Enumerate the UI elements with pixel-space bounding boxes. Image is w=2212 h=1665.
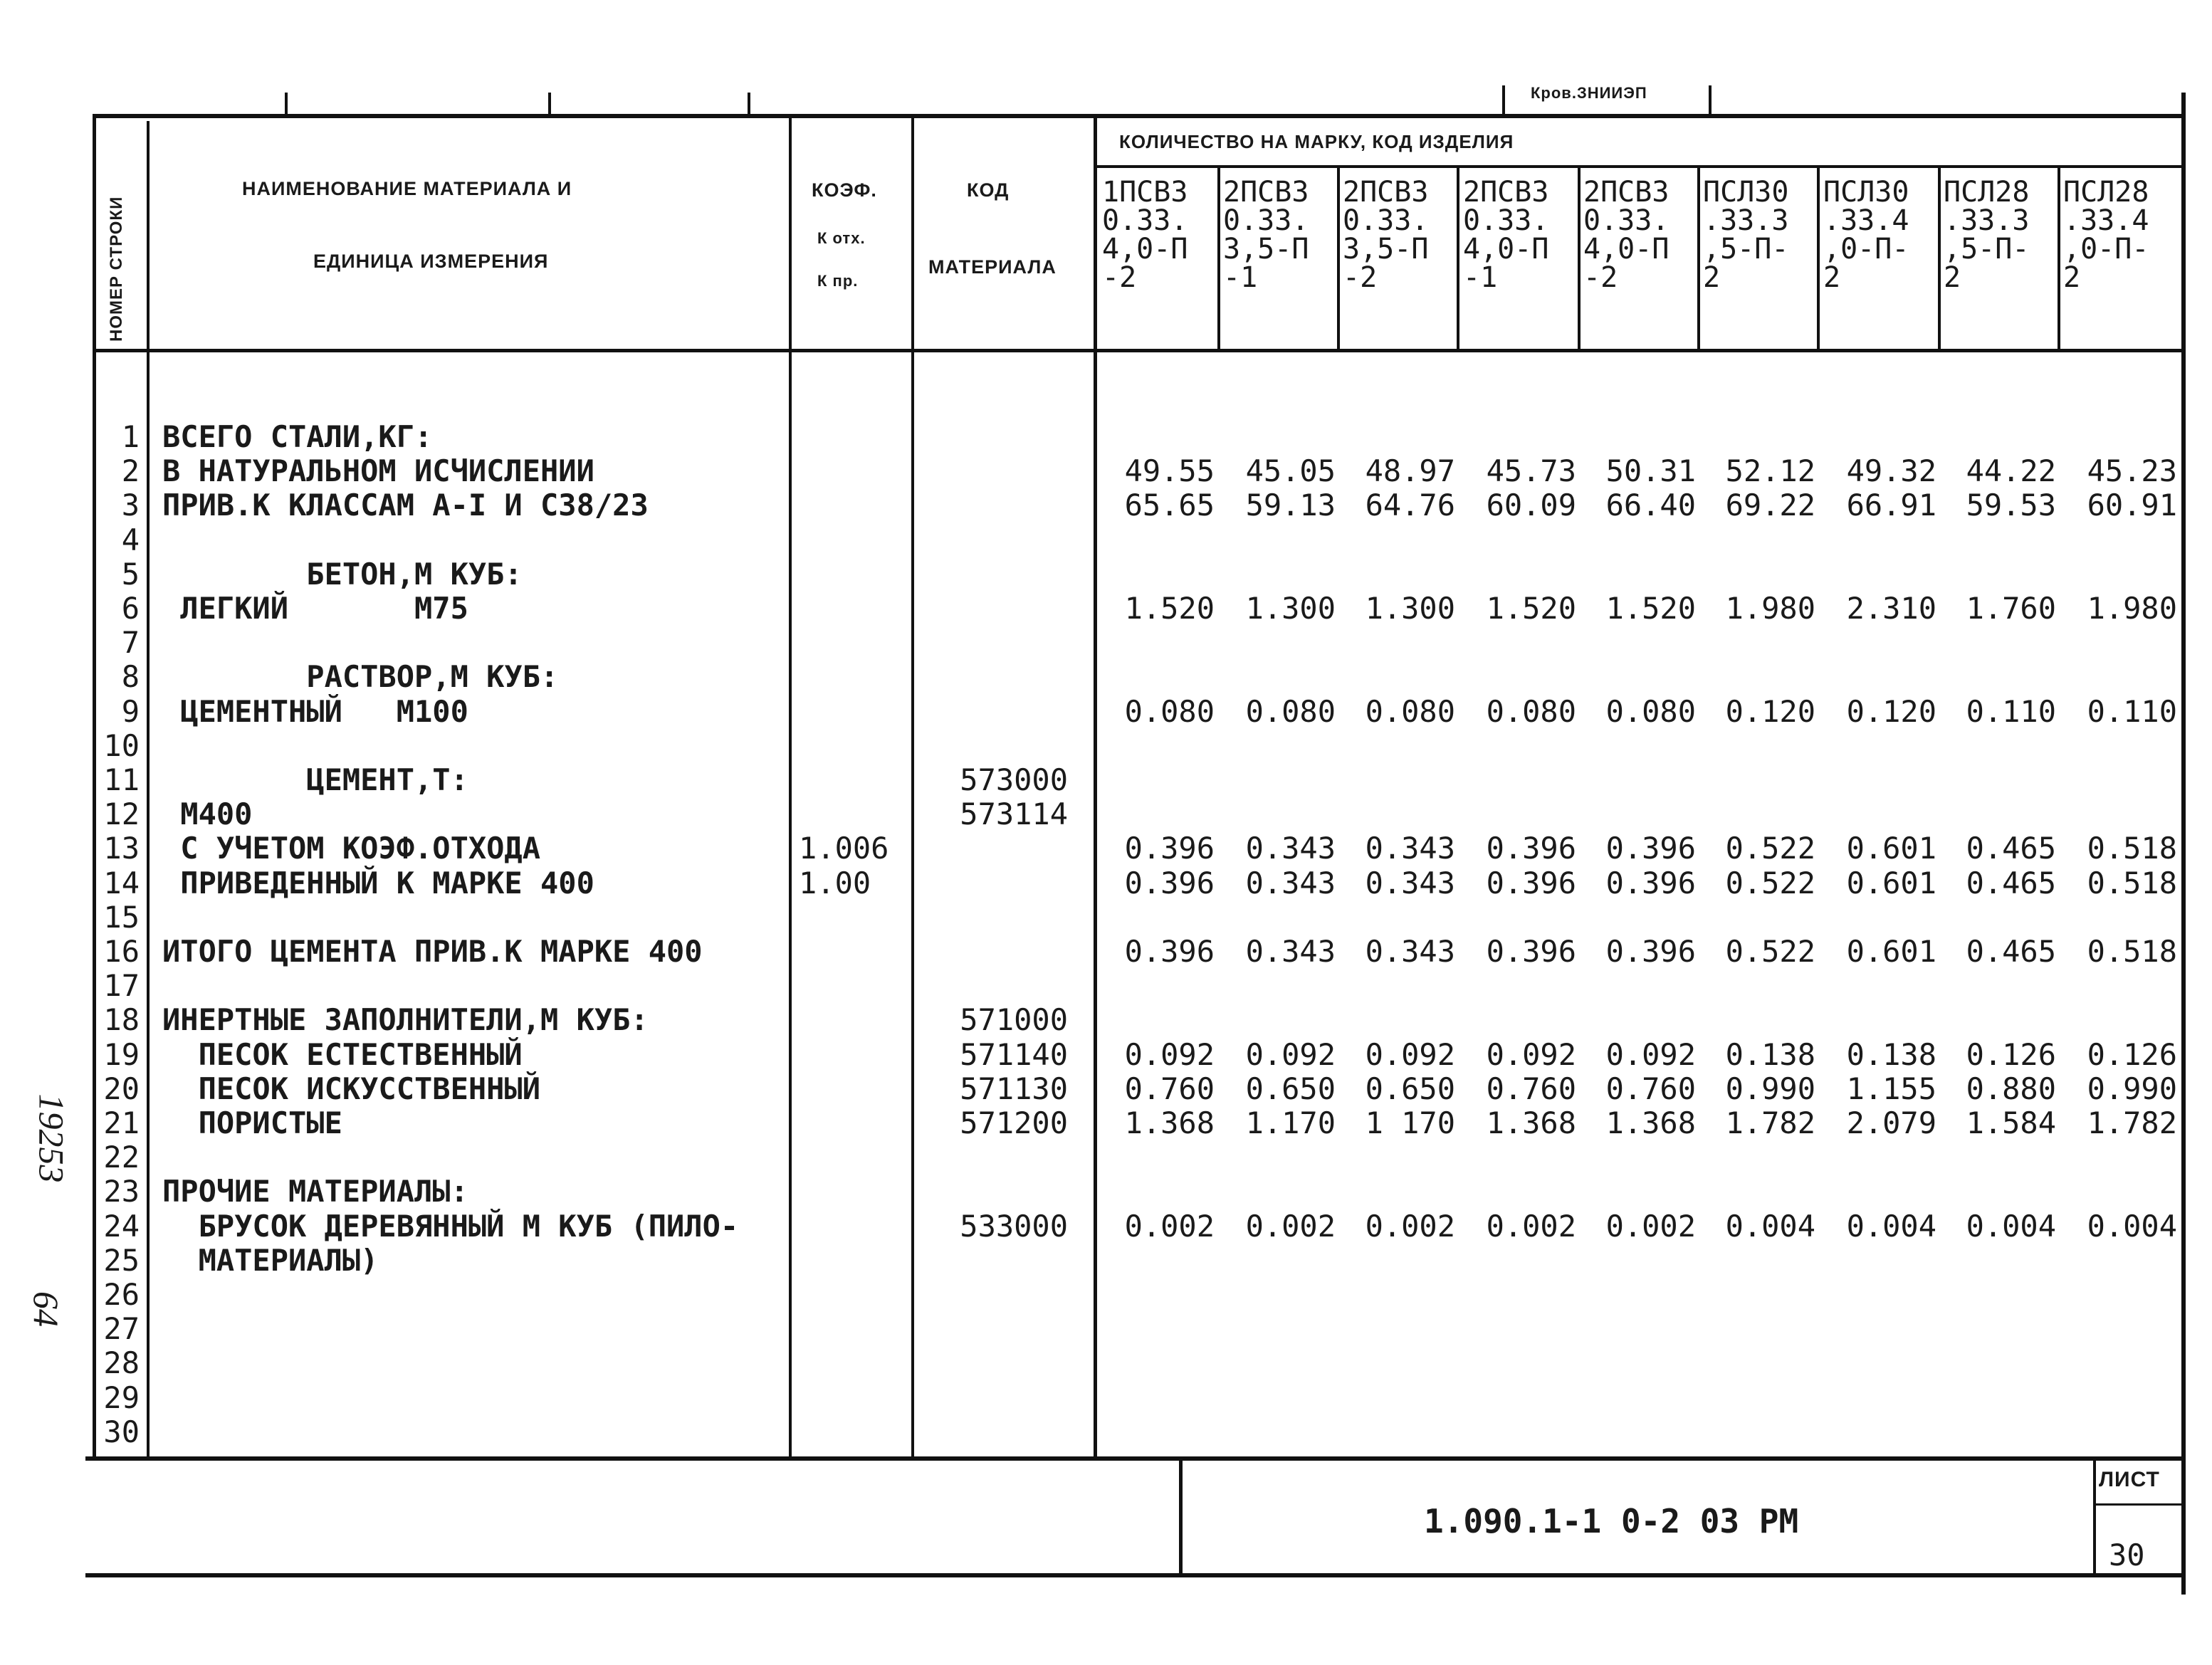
quantity-value: 0.396 (1605, 934, 1696, 969)
document-code: 1.090.1-1 0-2 03 РМ (1424, 1502, 1799, 1540)
row-number: 13 (103, 831, 140, 866)
quantity-value: 66.91 (1846, 488, 1936, 522)
material-code (918, 557, 1068, 592)
row-number: 28 (103, 1345, 140, 1380)
quantity-value: 60.91 (2087, 488, 2177, 522)
row-number-header: НОМЕР СТРОКИ (107, 196, 126, 342)
quantity-value: 1.782 (1725, 1105, 1815, 1140)
quantity-value: 0.518 (2087, 831, 2177, 866)
row-number: 6 (121, 591, 140, 626)
material-code (918, 900, 1068, 935)
sheet-label: ЛИСТ (2099, 1468, 2160, 1491)
quantity-value: 49.32 (1846, 453, 1936, 488)
quantity-value: 0.092 (1486, 1037, 1576, 1072)
quantity-value: 0.396 (1605, 831, 1696, 866)
quantity-value: 45.73 (1486, 453, 1576, 488)
mark-5: 2ПСВЗ 0.33. 4,0-П -2 (1583, 176, 1670, 294)
quantity-value: 0.465 (1966, 831, 2056, 866)
quantity-value: 0.110 (2087, 694, 2177, 729)
quantity-value: 0.601 (1846, 934, 1936, 969)
material-code: 571130 (960, 1071, 1068, 1106)
quantity-value: 0.080 (1486, 694, 1576, 729)
quantity-value: 1.170 (1245, 1105, 1336, 1140)
material-code: 571140 (960, 1037, 1068, 1072)
quantity-value: 0.601 (1846, 831, 1936, 866)
quantity-value: 0.396 (1124, 866, 1215, 900)
quantity-value: 1.760 (1966, 591, 2056, 626)
quantity-value: 0.522 (1725, 934, 1815, 969)
material-code (918, 695, 1068, 729)
material-name: ПРОЧИЕ МАТЕРИАЛЫ: (162, 1174, 468, 1209)
coefficient: 1.006 (799, 831, 889, 866)
quantity-value: 45.23 (2087, 453, 2177, 488)
material-code: 573000 (960, 762, 1068, 797)
quantity-value: 65.65 (1124, 488, 1215, 522)
top-stamp: Кров.ЗНИИЭП (1531, 84, 1647, 102)
row-number: 7 (121, 625, 140, 660)
quantity-value: 1.980 (1725, 591, 1815, 626)
quantity-header: КОЛИЧЕСТВО НА МАРКУ, КОД ИЗДЕЛИЯ (1119, 131, 1514, 152)
material-code (918, 1381, 1068, 1415)
material-code (918, 1175, 1068, 1209)
material-name: МАТЕРИАЛЫ) (162, 1243, 379, 1278)
quantity-value: 0.990 (2087, 1071, 2177, 1106)
quantity-value: 49.55 (1124, 453, 1215, 488)
material-code (918, 1312, 1068, 1346)
quantity-value: 0.343 (1245, 866, 1336, 900)
quantity-value: 0.002 (1605, 1209, 1696, 1244)
row-number: 25 (103, 1243, 140, 1278)
mark-6: ПСЛ30 .33.3 ,5-П- 2 (1703, 176, 1789, 294)
quantity-value: 1.782 (2087, 1105, 2177, 1140)
row-number: 19 (103, 1037, 140, 1072)
quantity-value: 0.080 (1605, 694, 1696, 729)
quantity-value: 1.584 (1966, 1105, 2056, 1140)
row-number: 26 (103, 1277, 140, 1312)
quantity-value: 1.520 (1486, 591, 1576, 626)
quantity-value: 0.120 (1846, 694, 1936, 729)
quantity-value: 0.092 (1245, 1037, 1336, 1072)
quantity-value: 0.004 (1846, 1209, 1936, 1244)
row-number: 21 (103, 1105, 140, 1140)
material-code: 571200 (960, 1105, 1068, 1140)
quantity-value: 0.601 (1846, 866, 1936, 900)
quantity-value: 52.12 (1725, 453, 1815, 488)
material-name: ЦЕМЕНТ,Т: (162, 762, 468, 797)
quantity-value: 50.31 (1605, 453, 1696, 488)
quantity-value: 1.368 (1605, 1105, 1696, 1140)
code-header-line1: КОД (967, 179, 1010, 201)
material-code (918, 626, 1068, 660)
row-number: 9 (121, 694, 140, 729)
mark-1: 1ПСВЗ 0.33. 4,0-П -2 (1102, 176, 1188, 294)
row-number: 16 (103, 934, 140, 969)
material-code: 571000 (960, 1002, 1068, 1037)
mark-4: 2ПСВЗ 0.33. 4,0-П -1 (1463, 176, 1549, 294)
quantity-value: 0.092 (1124, 1037, 1215, 1072)
quantity-value: 48.97 (1365, 453, 1455, 488)
material-code (918, 935, 1068, 969)
quantity-value: 0.522 (1725, 831, 1815, 866)
coef-header-line2: К отх. (817, 229, 866, 247)
row-number: 1 (121, 419, 140, 454)
quantity-value: 64.76 (1365, 488, 1455, 522)
mark-7: ПСЛ30 .33.4 ,0-П- 2 (1823, 176, 1909, 294)
quantity-value: 0.092 (1605, 1037, 1696, 1072)
row-number: 3 (121, 488, 140, 522)
material-code (918, 831, 1068, 866)
coef-header-line1: КОЭФ. (812, 179, 877, 201)
quantity-value: 2.310 (1846, 591, 1936, 626)
quantity-value: 0.092 (1365, 1037, 1455, 1072)
material-code (918, 1278, 1068, 1312)
row-number: 22 (103, 1140, 140, 1175)
material-name: ПЕСОК ИСКУССТВЕННЫЙ (162, 1071, 541, 1106)
quantity-value: 0.080 (1365, 694, 1455, 729)
quantity-value: 0.396 (1486, 934, 1576, 969)
quantity-value: 0.004 (1725, 1209, 1815, 1244)
quantity-value: 0.343 (1245, 831, 1336, 866)
quantity-value: 0.080 (1124, 694, 1215, 729)
material-code (918, 420, 1068, 454)
quantity-value: 0.126 (1966, 1037, 2056, 1072)
material-code (918, 1244, 1068, 1278)
quantity-value: 0.343 (1245, 934, 1336, 969)
material-name: В НАТУРАЛЬНОМ ИСЧИСЛЕНИИ (162, 453, 594, 488)
quantity-value: 0.465 (1966, 934, 2056, 969)
quantity-value: 0.138 (1725, 1037, 1815, 1072)
quantity-value: 1.300 (1245, 591, 1336, 626)
material-code (918, 729, 1068, 763)
quantity-value: 1.368 (1124, 1105, 1215, 1140)
material-name: ПРИВ.К КЛАССАМ А-I И С38/23 (162, 488, 649, 522)
quantity-value: 0.138 (1846, 1037, 1936, 1072)
row-number: 2 (121, 453, 140, 488)
quantity-value: 0.396 (1605, 866, 1696, 900)
row-number: 23 (103, 1174, 140, 1209)
row-number: 30 (103, 1414, 140, 1449)
material-name: ПЕСОК ЕСТЕСТВЕННЫЙ (162, 1037, 523, 1072)
quantity-value: 0.518 (2087, 934, 2177, 969)
material-name: ВСЕГО СТАЛИ,КГ: (162, 419, 433, 454)
material-name: ПОРИСТЫЕ (162, 1105, 342, 1140)
row-number: 4 (121, 522, 140, 557)
quantity-value: 0.650 (1365, 1071, 1455, 1106)
material-code (918, 592, 1068, 626)
quantity-value: 0.396 (1124, 934, 1215, 969)
row-number: 15 (103, 900, 140, 935)
quantity-value: 0.343 (1365, 934, 1455, 969)
page-number: 64 (26, 1291, 66, 1327)
material-code: 533000 (960, 1209, 1068, 1244)
quantity-value: 0.760 (1486, 1071, 1576, 1106)
quantity-value: 0.650 (1245, 1071, 1336, 1106)
quantity-value: 59.13 (1245, 488, 1336, 522)
row-number: 10 (103, 728, 140, 763)
material-name: ИТОГО ЦЕМЕНТА ПРИВ.К МАРКЕ 400 (162, 934, 703, 969)
material-name: ИНЕРТНЫЕ ЗАПОЛНИТЕЛИ,М КУБ: (162, 1002, 649, 1037)
quantity-value: 1.520 (1124, 591, 1215, 626)
material-code (918, 660, 1068, 694)
mark-2: 2ПСВЗ 0.33. 3,5-П -1 (1223, 176, 1309, 294)
material-name: М400 (162, 797, 253, 831)
row-number: 14 (103, 866, 140, 900)
mark-8: ПСЛ28 .33.3 ,5-П- 2 (1944, 176, 2030, 294)
row-number: 27 (103, 1311, 140, 1346)
quantity-value: 0.110 (1966, 694, 2056, 729)
quantity-value: 0.990 (1725, 1071, 1815, 1106)
quantity-value: 66.40 (1605, 488, 1696, 522)
row-number: 12 (103, 797, 140, 831)
quantity-value: 0.343 (1365, 866, 1455, 900)
quantity-value: 2.079 (1846, 1105, 1936, 1140)
quantity-value: 1.368 (1486, 1105, 1576, 1140)
sheet-number: 30 (2109, 1538, 2145, 1572)
quantity-value: 0.126 (2087, 1037, 2177, 1072)
material-name: С УЧЕТОМ КОЭФ.ОТХОДА (162, 831, 541, 866)
quantity-value: 0.465 (1966, 866, 2056, 900)
quantity-value: 60.09 (1486, 488, 1576, 522)
quantity-value: 0.396 (1486, 866, 1576, 900)
quantity-value: 59.53 (1966, 488, 2056, 522)
quantity-value: 1.980 (2087, 591, 2177, 626)
quantity-value: 69.22 (1725, 488, 1815, 522)
quantity-value: 1.520 (1605, 591, 1696, 626)
code-header-line2: МАТЕРИАЛА (928, 256, 1057, 278)
quantity-value: 0.002 (1365, 1209, 1455, 1244)
material-code (918, 1346, 1068, 1380)
quantity-value: 1 170 (1365, 1105, 1455, 1140)
quantity-value: 44.22 (1966, 453, 2056, 488)
row-number: 11 (103, 762, 140, 797)
row-number: 17 (103, 968, 140, 1003)
material-name: ЦЕМЕНТНЫЙ М100 (162, 694, 468, 729)
material-code (918, 969, 1068, 1003)
quantity-value: 0.522 (1725, 866, 1815, 900)
material-name-header-line2: ЕДИНИЦА ИЗМЕРЕНИЯ (313, 251, 549, 272)
quantity-value: 0.760 (1124, 1071, 1215, 1106)
material-code (918, 1415, 1068, 1449)
quantity-value: 0.518 (2087, 866, 2177, 900)
row-number: 29 (103, 1380, 140, 1415)
quantity-value: 0.004 (1966, 1209, 2056, 1244)
quantity-value: 0.760 (1605, 1071, 1696, 1106)
quantity-value: 45.05 (1245, 453, 1336, 488)
coef-header-line3: К пр. (817, 272, 859, 290)
quantity-value: 0.396 (1486, 831, 1576, 866)
quantity-value: 0.396 (1124, 831, 1215, 866)
quantity-value: 1.300 (1365, 591, 1455, 626)
quantity-value: 0.343 (1365, 831, 1455, 866)
material-code (918, 1140, 1068, 1175)
quantity-value: 0.080 (1245, 694, 1336, 729)
material-code (918, 866, 1068, 900)
row-number: 24 (103, 1209, 140, 1244)
quantity-value: 1.155 (1846, 1071, 1936, 1106)
quantity-value: 0.002 (1124, 1209, 1215, 1244)
material-code (918, 488, 1068, 522)
material-name-header-line1: НАИМЕНОВАНИЕ МАТЕРИАЛА И (242, 178, 572, 199)
material-name: БЕТОН,М КУБ: (162, 557, 523, 592)
material-code (918, 454, 1068, 488)
quantity-value: 0.120 (1725, 694, 1815, 729)
inventory-number: 19253 (31, 1093, 72, 1183)
quantity-value: 0.880 (1966, 1071, 2056, 1106)
quantity-value: 0.004 (2087, 1209, 2177, 1244)
material-code: 573114 (960, 797, 1068, 831)
row-number: 5 (121, 557, 140, 592)
material-name: ПРИВЕДЕННЫЙ К МАРКЕ 400 (162, 866, 594, 900)
mark-9: ПСЛ28 .33.4 ,0-П- 2 (2063, 176, 2149, 294)
material-name: ЛЕГКИЙ М75 (162, 591, 468, 626)
material-code (918, 523, 1068, 557)
material-name: БРУСОК ДЕРЕВЯННЫЙ М КУБ (ПИЛО- (162, 1209, 739, 1244)
quantity-value: 0.002 (1486, 1209, 1576, 1244)
coefficient: 1.00 (799, 866, 871, 900)
material-name: РАСТВОР,М КУБ: (162, 659, 559, 694)
row-number: 18 (103, 1002, 140, 1037)
row-number: 8 (121, 659, 140, 694)
quantity-value: 0.002 (1245, 1209, 1336, 1244)
mark-3: 2ПСВЗ 0.33. 3,5-П -2 (1343, 176, 1429, 294)
row-number: 20 (103, 1071, 140, 1106)
